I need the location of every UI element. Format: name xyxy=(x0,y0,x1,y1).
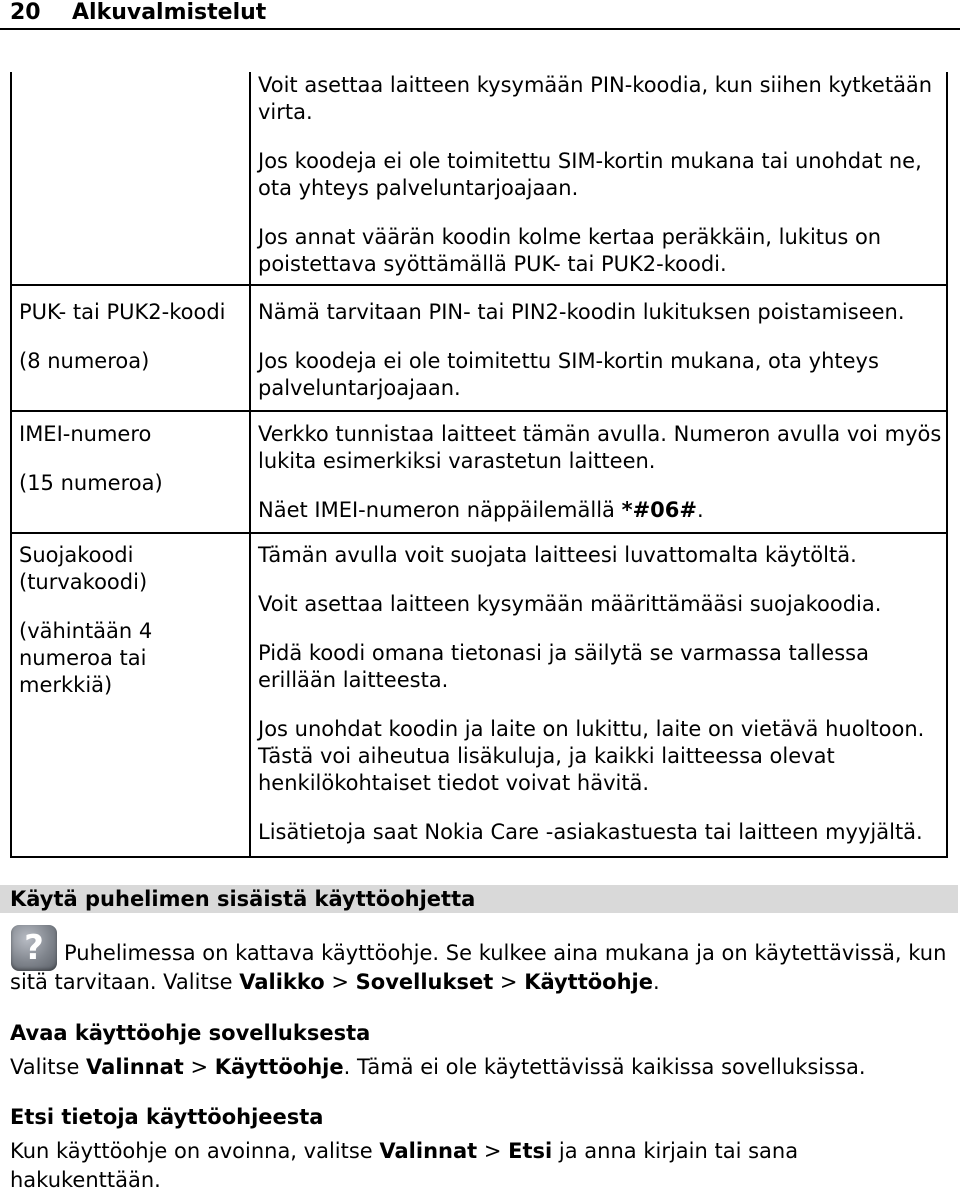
puk-desc-2: Jos koodeja ei ole toimitettu SIM-kortin mukana, ota yhteys palveluntarjoajaan. xyxy=(258,349,879,400)
search-help-heading: Etsi tietoja käyttöohjeesta xyxy=(10,1105,324,1129)
open-help-paragraph: Valitse Valinnat > Käyttöohje. Tämä ei ole käytettävissä kaikissa sovelluksissa. xyxy=(10,1055,866,1079)
imei-label: IMEI-numero xyxy=(19,422,152,446)
security-code-label: Suojakoodi (turvakoodi) xyxy=(19,543,148,594)
column-divider xyxy=(249,72,251,856)
row-divider xyxy=(12,284,946,286)
pin-code-description xyxy=(258,72,948,278)
section-heading: Käytä puhelimen sisäistä käyttöohjetta xyxy=(10,887,476,911)
help-intro-paragraph: Puhelimessa on kattava käyttöohje. Se kulkee aina mukana ja on käytettävissä, kun sitä tarvitaan. Valitse Valikko > Sovellukset > Käyttöohje. xyxy=(10,941,947,994)
question-mark-icon: ? xyxy=(11,925,57,971)
security-code-label-cell xyxy=(19,542,244,699)
open-help-heading: Avaa käyttöohje sovelluksesta xyxy=(10,1021,371,1045)
chapter-title: Alkuvalmistelut xyxy=(72,0,267,25)
row-divider xyxy=(12,532,946,534)
security-code-length: (vähintään 4 numeroa tai merkkiä) xyxy=(19,619,153,697)
imei-desc-2: Näet IMEI-numeron näppäilemällä *#06#. xyxy=(258,498,704,522)
imei-code: *#06# xyxy=(621,498,697,522)
imei-description xyxy=(258,421,948,524)
pin-desc-1: Voit asettaa laitteen kysymään PIN-koodia, kun siihen kytketään virta. xyxy=(258,73,933,124)
security-desc-1: Tämän avulla voit suojata laitteesi luvattomalta käytöltä. xyxy=(258,543,857,567)
puk-code-description xyxy=(258,299,948,402)
menu-path-item: Käyttöohje xyxy=(524,970,653,994)
row-divider xyxy=(12,410,946,412)
pin-desc-2: Jos koodeja ei ole toimitettu SIM-kortin mukana tai unohdat ne, ota yhteys palveluntarjoajaan. xyxy=(258,149,922,200)
search-help-paragraph: Kun käyttöohje on avoinna, valitse Valinnat > Etsi ja anna kirjain tai sana hakukenttään. xyxy=(10,1139,799,1192)
security-desc-5: Lisätietoja saat Nokia Care -asiakastuesta tai laitteen myyjältä. xyxy=(258,820,923,844)
menu-path-item: Etsi xyxy=(508,1139,553,1163)
puk-desc-1: Nämä tarvitaan PIN- tai PIN2-koodin lukituksen poistamiseen. xyxy=(258,300,905,324)
pin-desc-3: Jos annat väärän koodin kolme kertaa peräkkäin, lukitus on poistettava syöttämällä PUK- tai PUK2-koodi. xyxy=(258,225,882,276)
menu-path-item: Valinnat xyxy=(86,1055,184,1079)
menu-path-item: Valinnat xyxy=(379,1139,478,1163)
imei-length: (15 numeroa) xyxy=(19,471,163,495)
section-heading-bar xyxy=(0,885,958,913)
security-desc-2: Voit asettaa laitteen kysymään määrittämääsi suojakoodia. xyxy=(258,592,882,616)
puk-code-label-cell xyxy=(19,299,244,375)
imei-label-cell xyxy=(19,421,244,497)
menu-path-item: Sovellukset xyxy=(355,970,494,994)
security-desc-3: Pidä koodi omana tietonasi ja säilytä se varmassa tallessa erillään laitteesta. xyxy=(258,641,869,692)
menu-path-item: Käyttöohje xyxy=(214,1055,344,1079)
menu-path-item: Valikko xyxy=(239,970,325,994)
security-desc-4: Jos unohdat koodin ja laite on lukittu, laite on vietävä huoltoon. Tästä voi aiheutua lisäkuluja, ja kaikki laitteessa olevat henkilökohtaiset tiedot voivat hävitä. xyxy=(258,717,925,795)
security-code-description xyxy=(258,542,948,846)
codes-table xyxy=(10,72,948,858)
page-header xyxy=(0,0,960,30)
imei-desc-1: Verkko tunnistaa laitteet tämän avulla. Numeron avulla voi myös lukita esimerkiksi varastetun laitteen. xyxy=(258,422,942,473)
page-number: 20 xyxy=(10,0,41,25)
puk-code-label: PUK- tai PUK2-koodi xyxy=(19,300,226,324)
puk-code-length: (8 numeroa) xyxy=(19,349,150,373)
